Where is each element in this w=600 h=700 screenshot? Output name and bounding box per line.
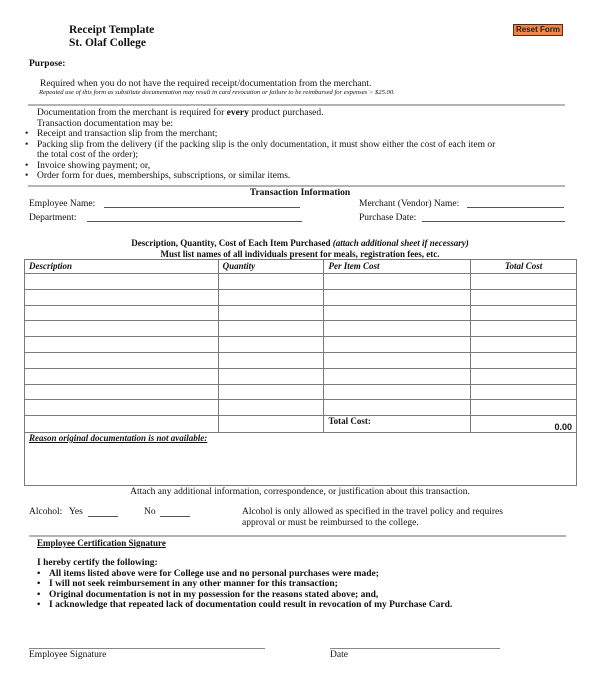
description-cell[interactable] (25, 321, 219, 337)
employee-signature-label: Employee Signature (29, 650, 107, 660)
column-header-quantity: Quantity (218, 260, 324, 274)
alcohol-no-field[interactable] (160, 507, 190, 517)
column-header-per-item-cost: Per Item Cost (324, 260, 471, 274)
list-item: • Packing slip from the delivery (if the packing slip is the only documentation, it must show either the cost of each item or the total cost of the order); (23, 140, 503, 161)
title-line-1: Receipt Template (69, 24, 155, 36)
table-row (25, 400, 577, 416)
table-row (25, 368, 577, 384)
transaction-heading: Transaction Information (249, 188, 351, 198)
items-heading: Description, Quantity, Cost of Each Item Purchased (attach additional sheet if necessary) Must list names of all individuals present for meals, registration fees, etc. (0, 238, 600, 259)
certification-intro: I hereby certify the following: (37, 558, 158, 568)
total-cost-cell[interactable] (471, 305, 577, 321)
alcohol-yes-field[interactable] (88, 507, 118, 517)
description-cell[interactable] (25, 416, 219, 433)
table-row (25, 352, 577, 368)
description-cell[interactable] (25, 337, 219, 353)
employee-name-label: Employee Name: (29, 199, 96, 209)
table-row (25, 337, 577, 353)
purchase-date-field[interactable] (422, 212, 565, 222)
divider (29, 535, 566, 537)
table-row (25, 274, 577, 290)
total-cost-cell[interactable] (471, 274, 577, 290)
per-item-cost-cell[interactable] (324, 321, 471, 337)
total-cost-cell[interactable] (471, 352, 577, 368)
quantity-cell[interactable] (218, 368, 324, 384)
reason-field[interactable] (25, 444, 576, 482)
purpose-text: Required when you do not have the required receipt/documentation from the merchant. (40, 79, 372, 89)
reason-label: Reason original documentation is not available: (29, 433, 208, 443)
per-item-cost-cell[interactable] (324, 337, 471, 353)
per-item-cost-cell[interactable] (324, 274, 471, 290)
attach-note: Attach any additional information, correspondence, or justification about this transaction. (130, 487, 470, 497)
column-header-description: Description (25, 260, 219, 274)
merchant-name-label: Merchant (Vendor) Name: (359, 199, 460, 209)
total-cost-label: Total Cost: (324, 416, 471, 433)
alcohol-no-label: No (144, 507, 156, 517)
quantity-cell[interactable] (218, 305, 324, 321)
total-cost-cell[interactable] (471, 337, 577, 353)
alcohol-yes-label: Yes (69, 507, 83, 517)
description-cell[interactable] (25, 368, 219, 384)
list-item: • I will not seek reimbursement in any other manner for this transaction; (35, 579, 557, 590)
table-header-row (25, 260, 577, 274)
total-cost-cell[interactable] (471, 368, 577, 384)
list-item: • Original documentation is not in my possession for the reasons stated above; and, (35, 590, 557, 601)
total-cost-cell[interactable] (471, 289, 577, 305)
department-field[interactable] (87, 212, 302, 222)
merchant-name-field[interactable] (467, 198, 564, 208)
title-line-2: St. Olaf College (69, 37, 146, 49)
list-item: • Order form for dues, memberships, subscriptions, or similar items. (23, 171, 503, 182)
divider (28, 185, 565, 187)
total-cost-cell[interactable] (471, 321, 577, 337)
table-row (25, 305, 577, 321)
list-item: • Receipt and transaction slip from the merchant; (23, 129, 503, 140)
description-cell[interactable] (25, 289, 219, 305)
quantity-cell[interactable] (218, 321, 324, 337)
table-row (25, 321, 577, 337)
quantity-cell[interactable] (218, 416, 324, 433)
description-cell[interactable] (25, 305, 219, 321)
divider (28, 104, 565, 106)
description-cell[interactable] (25, 400, 219, 416)
date-signature-line[interactable] (330, 648, 500, 649)
description-cell[interactable] (25, 274, 219, 290)
reset-form-button[interactable]: Reset Form (513, 24, 563, 36)
documentation-line-2: Transaction documentation may be: (37, 118, 174, 129)
per-item-cost-cell[interactable] (324, 289, 471, 305)
certification-list (35, 569, 557, 611)
alcohol-note: Alcohol is only allowed as specified in the travel policy and requires approval or must be reimbursed to the college. (242, 507, 503, 528)
reason-box[interactable] (24, 432, 577, 486)
purpose-label: Purpose: (29, 59, 66, 69)
certification-section (37, 558, 557, 611)
list-item: • All items listed above were for College use and no personal purchases were made; (35, 569, 557, 580)
every-emphasis: every (226, 108, 249, 118)
quantity-cell[interactable] (218, 384, 324, 400)
per-item-cost-cell[interactable] (324, 368, 471, 384)
per-item-cost-cell[interactable] (324, 305, 471, 321)
department-label: Department: (29, 213, 77, 223)
alcohol-label: Alcohol: (29, 507, 63, 517)
description-cell[interactable] (25, 352, 219, 368)
quantity-cell[interactable] (218, 274, 324, 290)
items-subheading: Must list names of all individuals present for meals, registration fees, etc. (160, 248, 440, 259)
form-title (69, 24, 154, 50)
per-item-cost-cell[interactable] (324, 384, 471, 400)
column-header-total-cost: Total Cost (471, 260, 577, 274)
quantity-cell[interactable] (218, 337, 324, 353)
documentation-section (37, 108, 565, 182)
table-row (25, 384, 577, 400)
table-row (25, 289, 577, 305)
purchase-date-label: Purchase Date: (359, 213, 417, 223)
certification-heading: Employee Certification Signature (37, 538, 166, 548)
purpose-note: Repeated use of this form as substitute documentation may result in card revocation or failure to be reimbursed for expenses > $25.00. (39, 89, 395, 96)
per-item-cost-cell[interactable] (324, 352, 471, 368)
description-cell[interactable] (25, 384, 219, 400)
quantity-cell[interactable] (218, 400, 324, 416)
list-item: • Invoice showing payment; or, (23, 161, 503, 172)
per-item-cost-cell[interactable] (324, 400, 471, 416)
quantity-cell[interactable] (218, 352, 324, 368)
total-row (25, 416, 577, 433)
total-cost-cell[interactable] (471, 400, 577, 416)
items-table (24, 259, 577, 433)
documentation-line-1: Documentation from the merchant is required for every product purchased. (37, 108, 324, 118)
employee-signature-line[interactable] (29, 648, 265, 649)
total-cost-value: 0.00 (471, 416, 577, 433)
list-item: • I acknowledge that repeated lack of documentation could result in revocation of my Purchase Card. (35, 600, 557, 611)
total-cost-cell[interactable] (471, 384, 577, 400)
date-label: Date (330, 650, 348, 660)
employee-name-field[interactable] (104, 198, 300, 208)
documentation-list (23, 129, 503, 182)
quantity-cell[interactable] (218, 289, 324, 305)
